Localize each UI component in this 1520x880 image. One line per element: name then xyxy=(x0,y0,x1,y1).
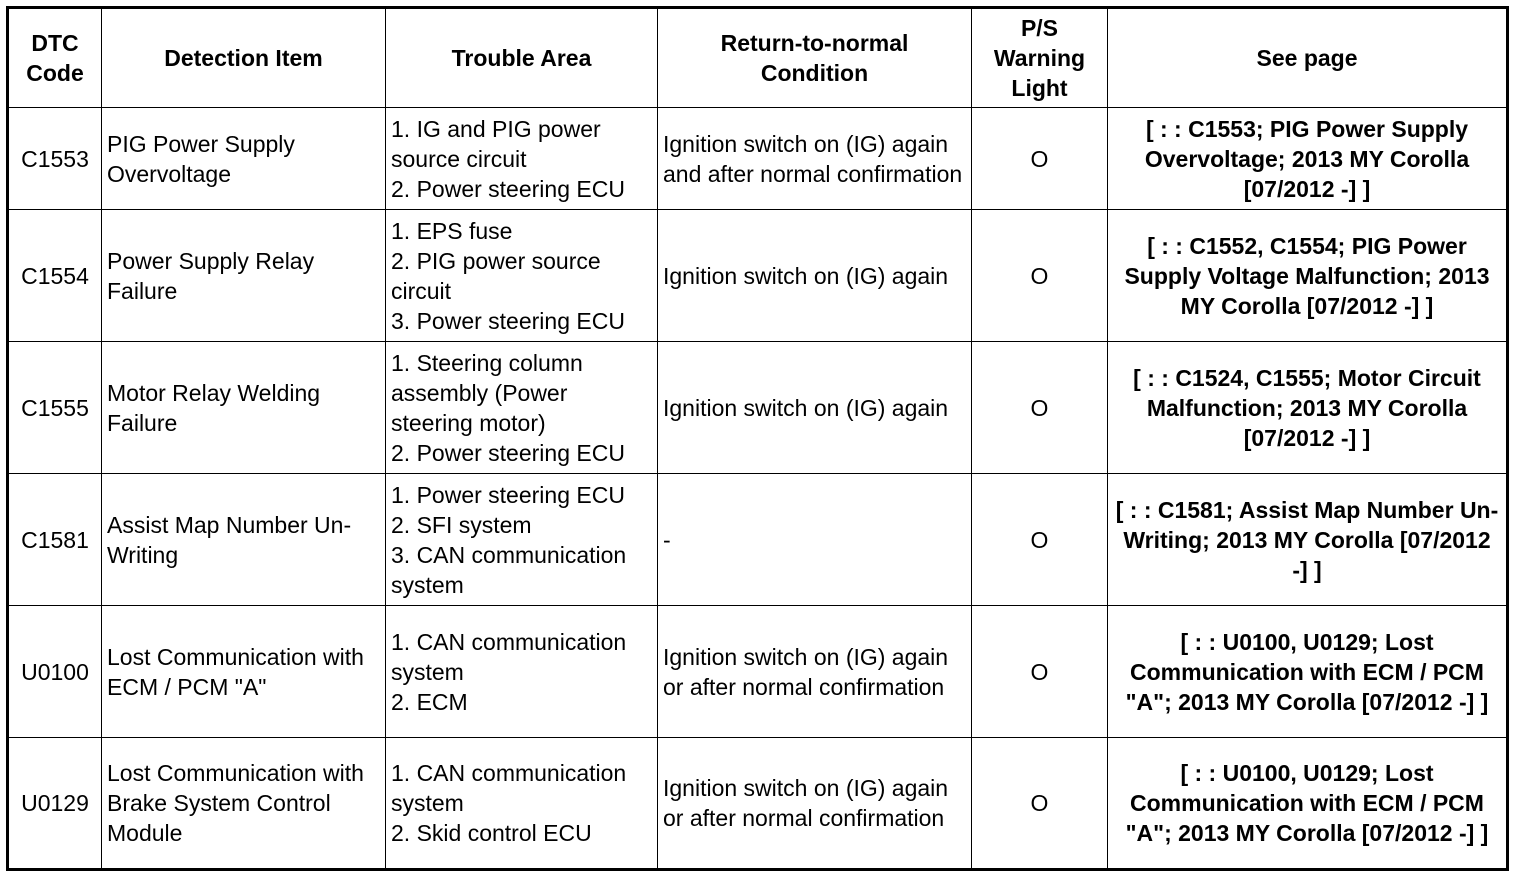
return-condition-cell: Ignition switch on (IG) again or after normal confirmation xyxy=(658,606,972,738)
trouble-area-cell xyxy=(386,342,658,474)
table-row xyxy=(8,210,1508,342)
table-row xyxy=(8,606,1508,738)
return-condition-cell: Ignition switch on (IG) again xyxy=(658,210,972,342)
return-condition-cell: - xyxy=(658,474,972,606)
header-detection-item: Detection Item xyxy=(102,8,386,108)
detection-item-cell: Power Supply Relay Failure xyxy=(102,210,386,342)
detection-item-cell: Motor Relay Welding Failure xyxy=(102,342,386,474)
return-condition-cell: Ignition switch on (IG) again and after normal confirmation xyxy=(658,108,972,210)
header-warning-light: P/S Warning Light xyxy=(972,8,1108,108)
trouble-area-line: 1. Power steering ECU xyxy=(391,481,625,508)
see-page-link[interactable]: [ : : C1552, C1554; PIG Power Supply Voltage Malfunction; 2013 MY Corolla [07/2012 -] ] xyxy=(1108,210,1508,342)
header-row xyxy=(8,8,1508,108)
warning-light-cell: O xyxy=(972,210,1108,342)
trouble-area-line: 2. ECM xyxy=(391,688,468,715)
dtc-code-cell: U0129 xyxy=(8,738,102,870)
dtc-code-cell: C1555 xyxy=(8,342,102,474)
warning-light-cell: O xyxy=(972,108,1108,210)
warning-light-cell: O xyxy=(972,606,1108,738)
trouble-area-line: 3. Power steering ECU xyxy=(391,307,625,334)
dtc-table xyxy=(6,6,1509,871)
trouble-area-cell xyxy=(386,210,658,342)
trouble-area-line: 1. Steering column assembly (Power steering motor) xyxy=(391,349,583,436)
trouble-area-line: 2. SFI system xyxy=(391,511,532,538)
see-page-link[interactable]: [ : : U0100, U0129; Lost Communication with ECM / PCM "A"; 2013 MY Corolla [07/2012 -] ] xyxy=(1108,738,1508,870)
see-page-link[interactable]: [ : : C1524, C1555; Motor Circuit Malfunction; 2013 MY Corolla [07/2012 -] ] xyxy=(1108,342,1508,474)
header-dtc-code: DTC Code xyxy=(8,8,102,108)
table-row xyxy=(8,474,1508,606)
dtc-code-cell: U0100 xyxy=(8,606,102,738)
dtc-code-cell: C1553 xyxy=(8,108,102,210)
trouble-area-cell xyxy=(386,738,658,870)
table-row xyxy=(8,108,1508,210)
detection-item-cell: Assist Map Number Un-Writing xyxy=(102,474,386,606)
trouble-area-line: 2. Power steering ECU xyxy=(391,439,625,466)
dtc-table-container xyxy=(6,6,1509,871)
see-page-link[interactable]: [ : : C1581; Assist Map Number Un-Writing; 2013 MY Corolla [07/2012 -] ] xyxy=(1108,474,1508,606)
see-page-link[interactable]: [ : : C1553; PIG Power Supply Overvoltage; 2013 MY Corolla [07/2012 -] ] xyxy=(1108,108,1508,210)
trouble-area-cell xyxy=(386,474,658,606)
trouble-area-line: 2. PIG power source circuit xyxy=(391,247,601,304)
trouble-area-line: 1. EPS fuse xyxy=(391,217,513,244)
trouble-area-line: 2. Power steering ECU xyxy=(391,175,625,202)
warning-light-cell: O xyxy=(972,342,1108,474)
detection-item-cell: Lost Communication with ECM / PCM "A" xyxy=(102,606,386,738)
table-header xyxy=(8,8,1508,108)
trouble-area-line: 1. IG and PIG power source circuit xyxy=(391,115,601,172)
table-row xyxy=(8,738,1508,870)
trouble-area-line: 1. CAN communication system xyxy=(391,760,627,816)
detection-item-cell: Lost Communication with Brake System Control Module xyxy=(102,738,386,870)
return-condition-cell: Ignition switch on (IG) again or after normal confirmation xyxy=(658,738,972,870)
warning-light-cell: O xyxy=(972,474,1108,606)
table-body xyxy=(8,108,1508,870)
return-condition-cell: Ignition switch on (IG) again xyxy=(658,342,972,474)
table-row xyxy=(8,342,1508,474)
trouble-area-line: 2. Skid control ECU xyxy=(391,820,592,846)
trouble-area-cell xyxy=(386,606,658,738)
trouble-area-cell xyxy=(386,108,658,210)
header-return-condition: Return-to-normal Condition xyxy=(658,8,972,108)
trouble-area-line: 1. CAN communication system xyxy=(391,628,627,685)
dtc-code-cell: C1554 xyxy=(8,210,102,342)
see-page-link[interactable]: [ : : U0100, U0129; Lost Communication with ECM / PCM "A"; 2013 MY Corolla [07/2012 -] ] xyxy=(1108,606,1508,738)
detection-item-cell: PIG Power Supply Overvoltage xyxy=(102,108,386,210)
header-trouble-area: Trouble Area xyxy=(386,8,658,108)
dtc-code-cell: C1581 xyxy=(8,474,102,606)
trouble-area-line: 3. CAN communication system xyxy=(391,541,627,598)
warning-light-cell: O xyxy=(972,738,1108,870)
header-see-page: See page xyxy=(1108,8,1508,108)
